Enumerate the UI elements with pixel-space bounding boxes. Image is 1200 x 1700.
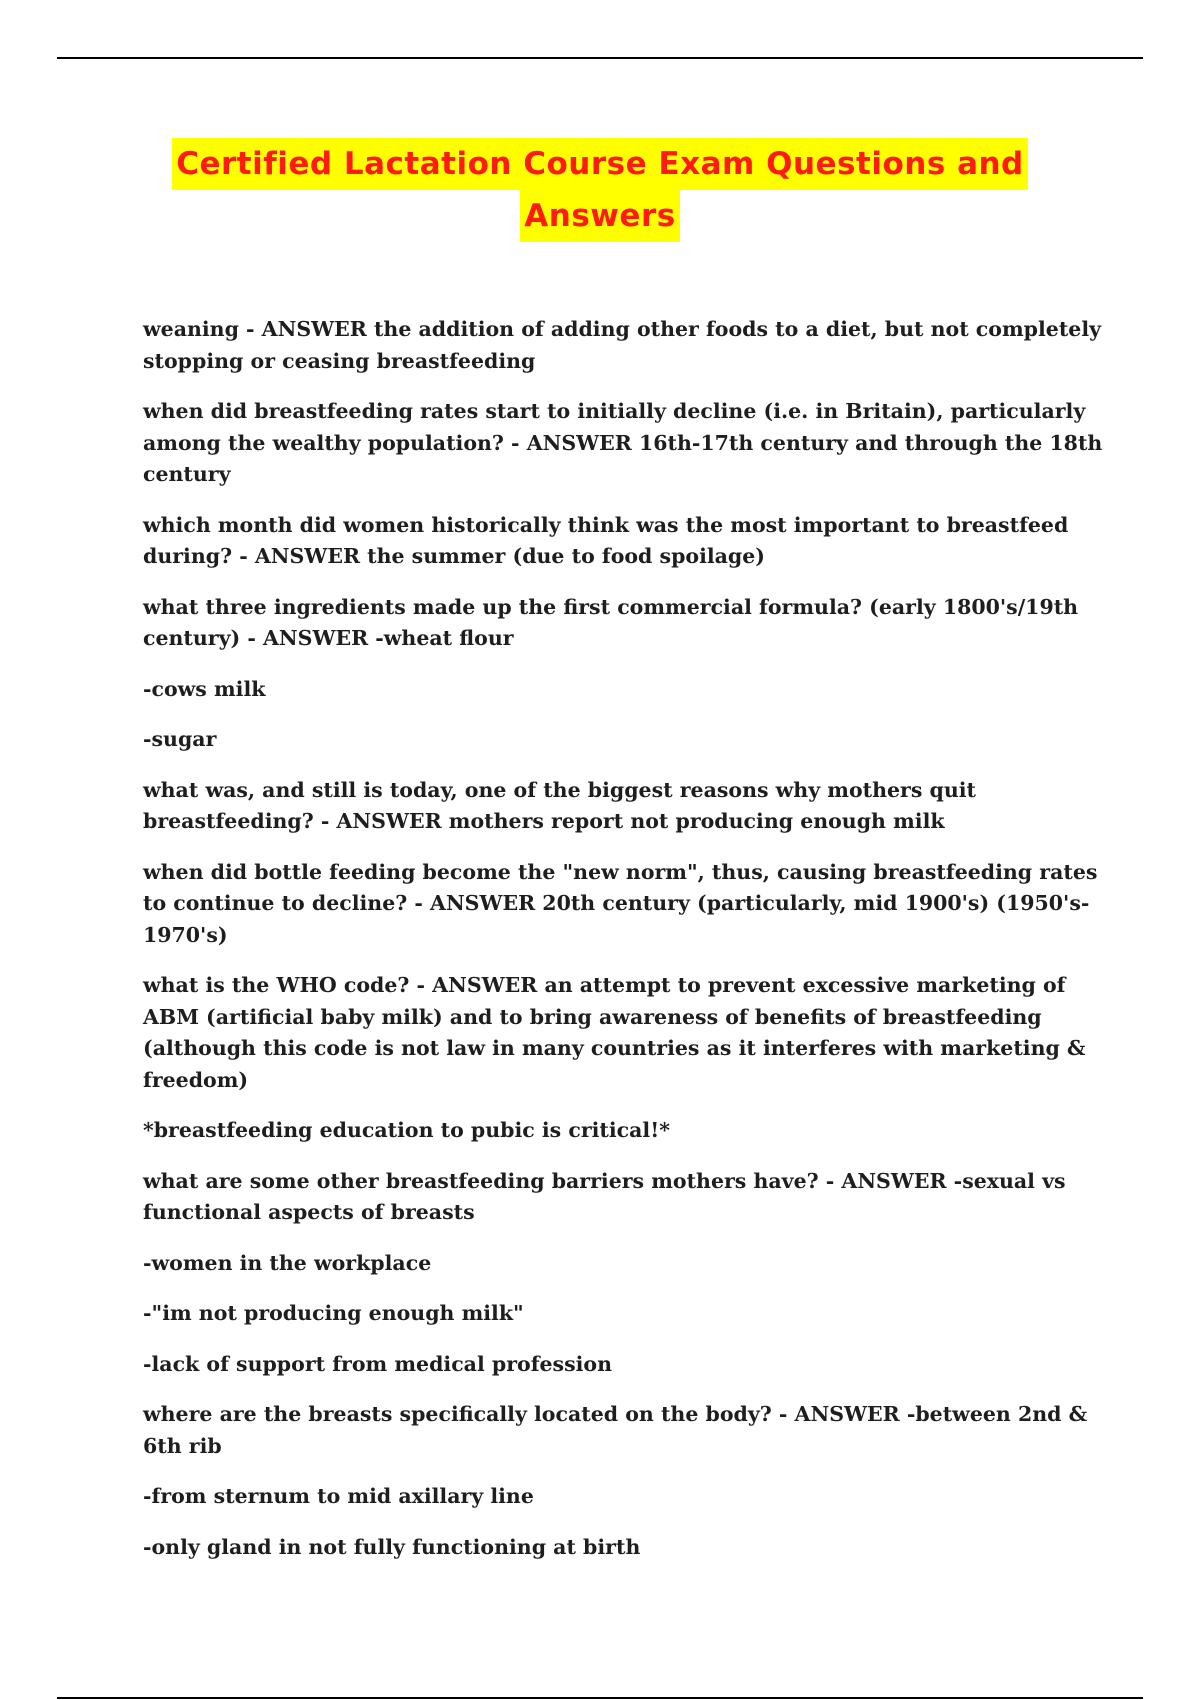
qa-paragraph-location: where are the breasts specifically located on the body? - ANSWER -between 2nd & 6th rib (143, 1402, 1095, 1458)
list-item-sugar: -sugar (143, 727, 217, 751)
qa-paragraph-formula: what three ingredients made up the first commercial formula? (early 1800's/19th century) - ANSWER -wheat flour (143, 594, 1086, 650)
document-body (143, 314, 1110, 1582)
qa-paragraph-who-code: what is the WHO code? - ANSWER an attempt to prevent excessive marketing of ABM (artificial baby milk) and to bring awareness of benefits of breastfeeding (although this code is not law in many countries as it interferes with marketing & freedom) (143, 973, 1093, 1092)
qa-paragraph-bottle-feeding: when did bottle feeding become the "new norm", thus, causing breastfeeding rates to continue to decline? - ANSWER 20th century (particularly, mid 1900's) (1950's-1970's) (143, 859, 1105, 947)
list-item-lack-support: -lack of support from medical profession (143, 1351, 613, 1376)
list-item-workplace: -women in the workplace (143, 1250, 432, 1275)
qa-paragraph-barriers: what are some other breastfeeding barriers mothers have? - ANSWER -sexual vs functional aspects of breasts (143, 1168, 1073, 1224)
list-item-sternum: -from sternum to mid axillary line (143, 1484, 534, 1508)
title-line-1: Certified Lactation Course Exam Questions and (172, 138, 1028, 190)
note-education: *breastfeeding education to pubic is critical!* (143, 1118, 670, 1142)
list-item-gland: -only gland in not fully functioning at birth (143, 1534, 641, 1559)
qa-paragraph-weaning: weaning - ANSWER the addition of adding other foods to a diet, but not completely stopping or ceasing breastfeeding (143, 317, 1109, 373)
list-item-not-producing: -"im not producing enough milk" (143, 1301, 524, 1325)
qa-paragraph-month: which month did women historically think was the most important to breastfeed during? - ANSWER the summer (due to food spoilage) (143, 512, 1076, 568)
document-title (0, 138, 1200, 242)
title-line-2: Answers (520, 190, 679, 242)
qa-paragraph-decline: when did breastfeeding rates start to initially decline (i.e. in Britain), particularly among the wealthy population? - ANSWER 16th-17th century and through the 18th century (143, 399, 1110, 486)
qa-paragraph-quit-reasons: what was, and still is today, one of the biggest reasons why mothers quit breastfeeding? - ANSWER mothers report not producing enough milk (143, 777, 984, 833)
bottom-rule (57, 1697, 1143, 1699)
list-item-cows-milk: -cows milk (143, 676, 266, 701)
top-rule (57, 57, 1143, 59)
